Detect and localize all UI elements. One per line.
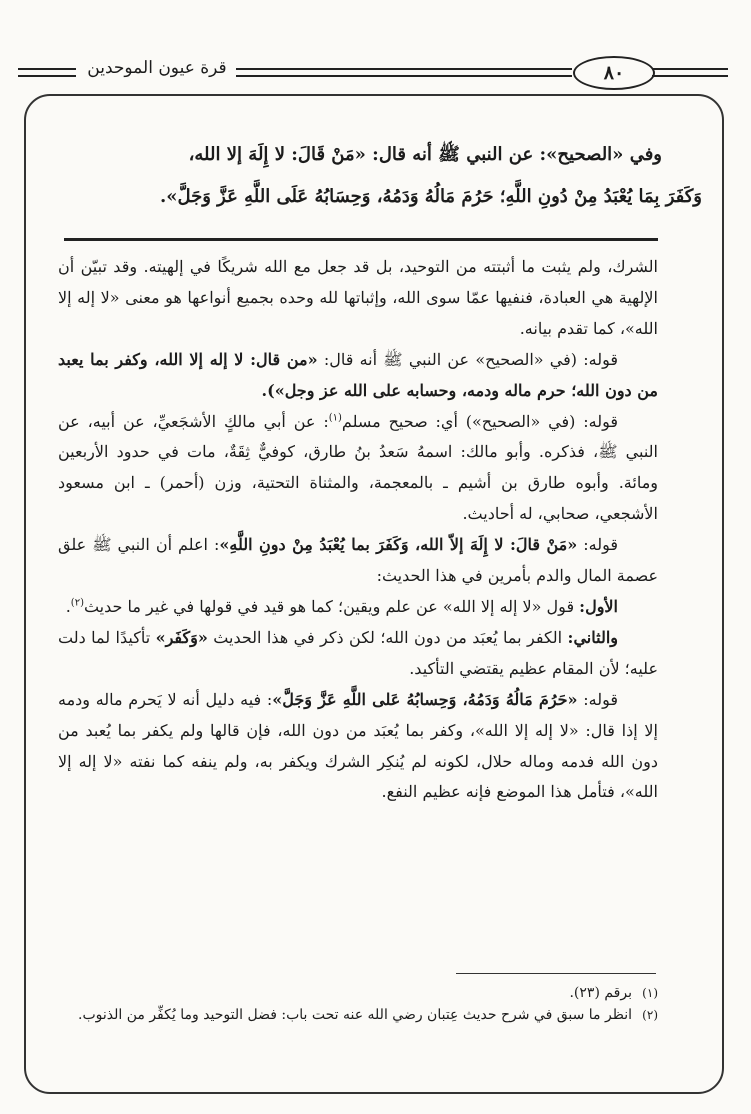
paragraph-5: الأول: قول «لا إله إلا الله» عن علم ويقين؛ كما هو قيد في قولها في غير ما حديث$^{(٢)}$. bbox=[65, 596, 618, 616]
footnote-ref-1[interactable]: (١) bbox=[328, 412, 342, 424]
footnote-separator bbox=[456, 973, 656, 974]
footnotes bbox=[58, 982, 658, 1026]
paragraph-7: قوله: «حَرُمَ مَالُهُ وَدَمُهُ، وَحِسابُهُ عَلى اللَّهِ عَزَّ وَجَلَّ»: فيه دليل أنه لا يَحرم ماله ودمه إلا إذا قال: «لا إله إلا الله»، وكفر بما يُعبَد من دون الله، فإن قالها ولم يكفر بما يُعبد من دون الله فدمه وماله حلال، لكونه لم يُنكِر الشرك ويكفر به، ولم ينفه كما نفته «لا إله إلا الله»، فتأمل هذا الموضع فإنه عظيم النفع. bbox=[58, 689, 658, 802]
paragraph-4: قوله: «مَنْ قالَ: لا إِلَهَ إلاّ الله، وَكَفَرَ بما يُعْبَدُ مِنْ دونِ اللَّهِ»: اعلم أن النبي ﷺ علق عصمة المال والدم بأمرين في هذا الحديث: bbox=[58, 535, 658, 586]
matn-block bbox=[56, 134, 702, 218]
footnote-1: (١)برقم (٢٣). bbox=[569, 985, 658, 1001]
page-number: ٨٠ bbox=[573, 56, 655, 90]
commentary-body bbox=[58, 252, 658, 808]
running-title: قرة عيون الموحدين bbox=[87, 58, 227, 78]
header-rule-middle bbox=[236, 68, 572, 77]
paragraph-1: الشرك، ولم يثبت ما أثبتته من التوحيد، بل قد جعل مع الله شريكًا في إلهيته. وقد تبيّن أن الإلهية هي العبادة، فنفيها عمّا سوى الله، وإثباتها لله وحده بجميع أنواعها هو معنى «لا إله إلا الله»، كما تقدم بيانه. bbox=[58, 257, 659, 338]
paragraph-6: والثاني: الكفر بما يُعبَد من دون الله؛ لكن ذكر في هذا الحديث «وَكَفَر» تأكيدًا لما دلت عليه؛ لأن المقام عظيم يقتضي التأكيد. bbox=[58, 627, 658, 678]
paragraph-2: قوله: (في «الصحيح» عن النبي ﷺ أنه قال: «من قال: لا إله إلا الله، وكفر بما يعبد من دون الله؛ حرم ماله ودمه، وحسابه على الله عز وجل»). bbox=[58, 349, 658, 400]
matn-line-2: وَكَفَرَ بِمَا يُعْبَدُ مِنْ دُونِ اللَّهِ؛ حَرُمَ مَالُهُ وَدَمُهُ، وَحِسَابُهُ عَلَى اللَّهِ عَزَّ وَجَلَّ». bbox=[159, 186, 702, 207]
matn-divider bbox=[64, 238, 658, 241]
header-rule-left bbox=[18, 68, 76, 77]
header-rule-right bbox=[652, 68, 728, 77]
footnote-ref-2[interactable]: (٢) bbox=[70, 597, 84, 609]
footnote-2: (٢)انظر ما سبق في شرح حديث عِتبان رضي الله عنه تحت باب: فضل التوحيد وما يُكفِّر من الذنوب. bbox=[78, 1007, 658, 1023]
paragraph-3: قوله: (في «الصحيح») أي: صحيح مسلم$^{(١)}$: عن أبي مالكٍ الأشجَعيِّ، عن أبيه، عن النبي ﷺ، فذكره. وأبو مالك: اسمهُ سَعدُ بنُ طارق، كوفيٌّ ثِقَةٌ، مات في حدود الأربعين ومائة. وأبوه طارق بن أشيم ـ بالمعجمة، والمثناة التحتية، وزن (أحمر) ـ ابن مسعود الأشجعي، صحابي، له أحاديث. bbox=[58, 411, 658, 524]
matn-line-1: وفي «الصحيح»: عن النبي ﷺ أنه قال: «مَنْ قَالَ: لا إِلَهَ إلا الله، bbox=[188, 144, 662, 165]
